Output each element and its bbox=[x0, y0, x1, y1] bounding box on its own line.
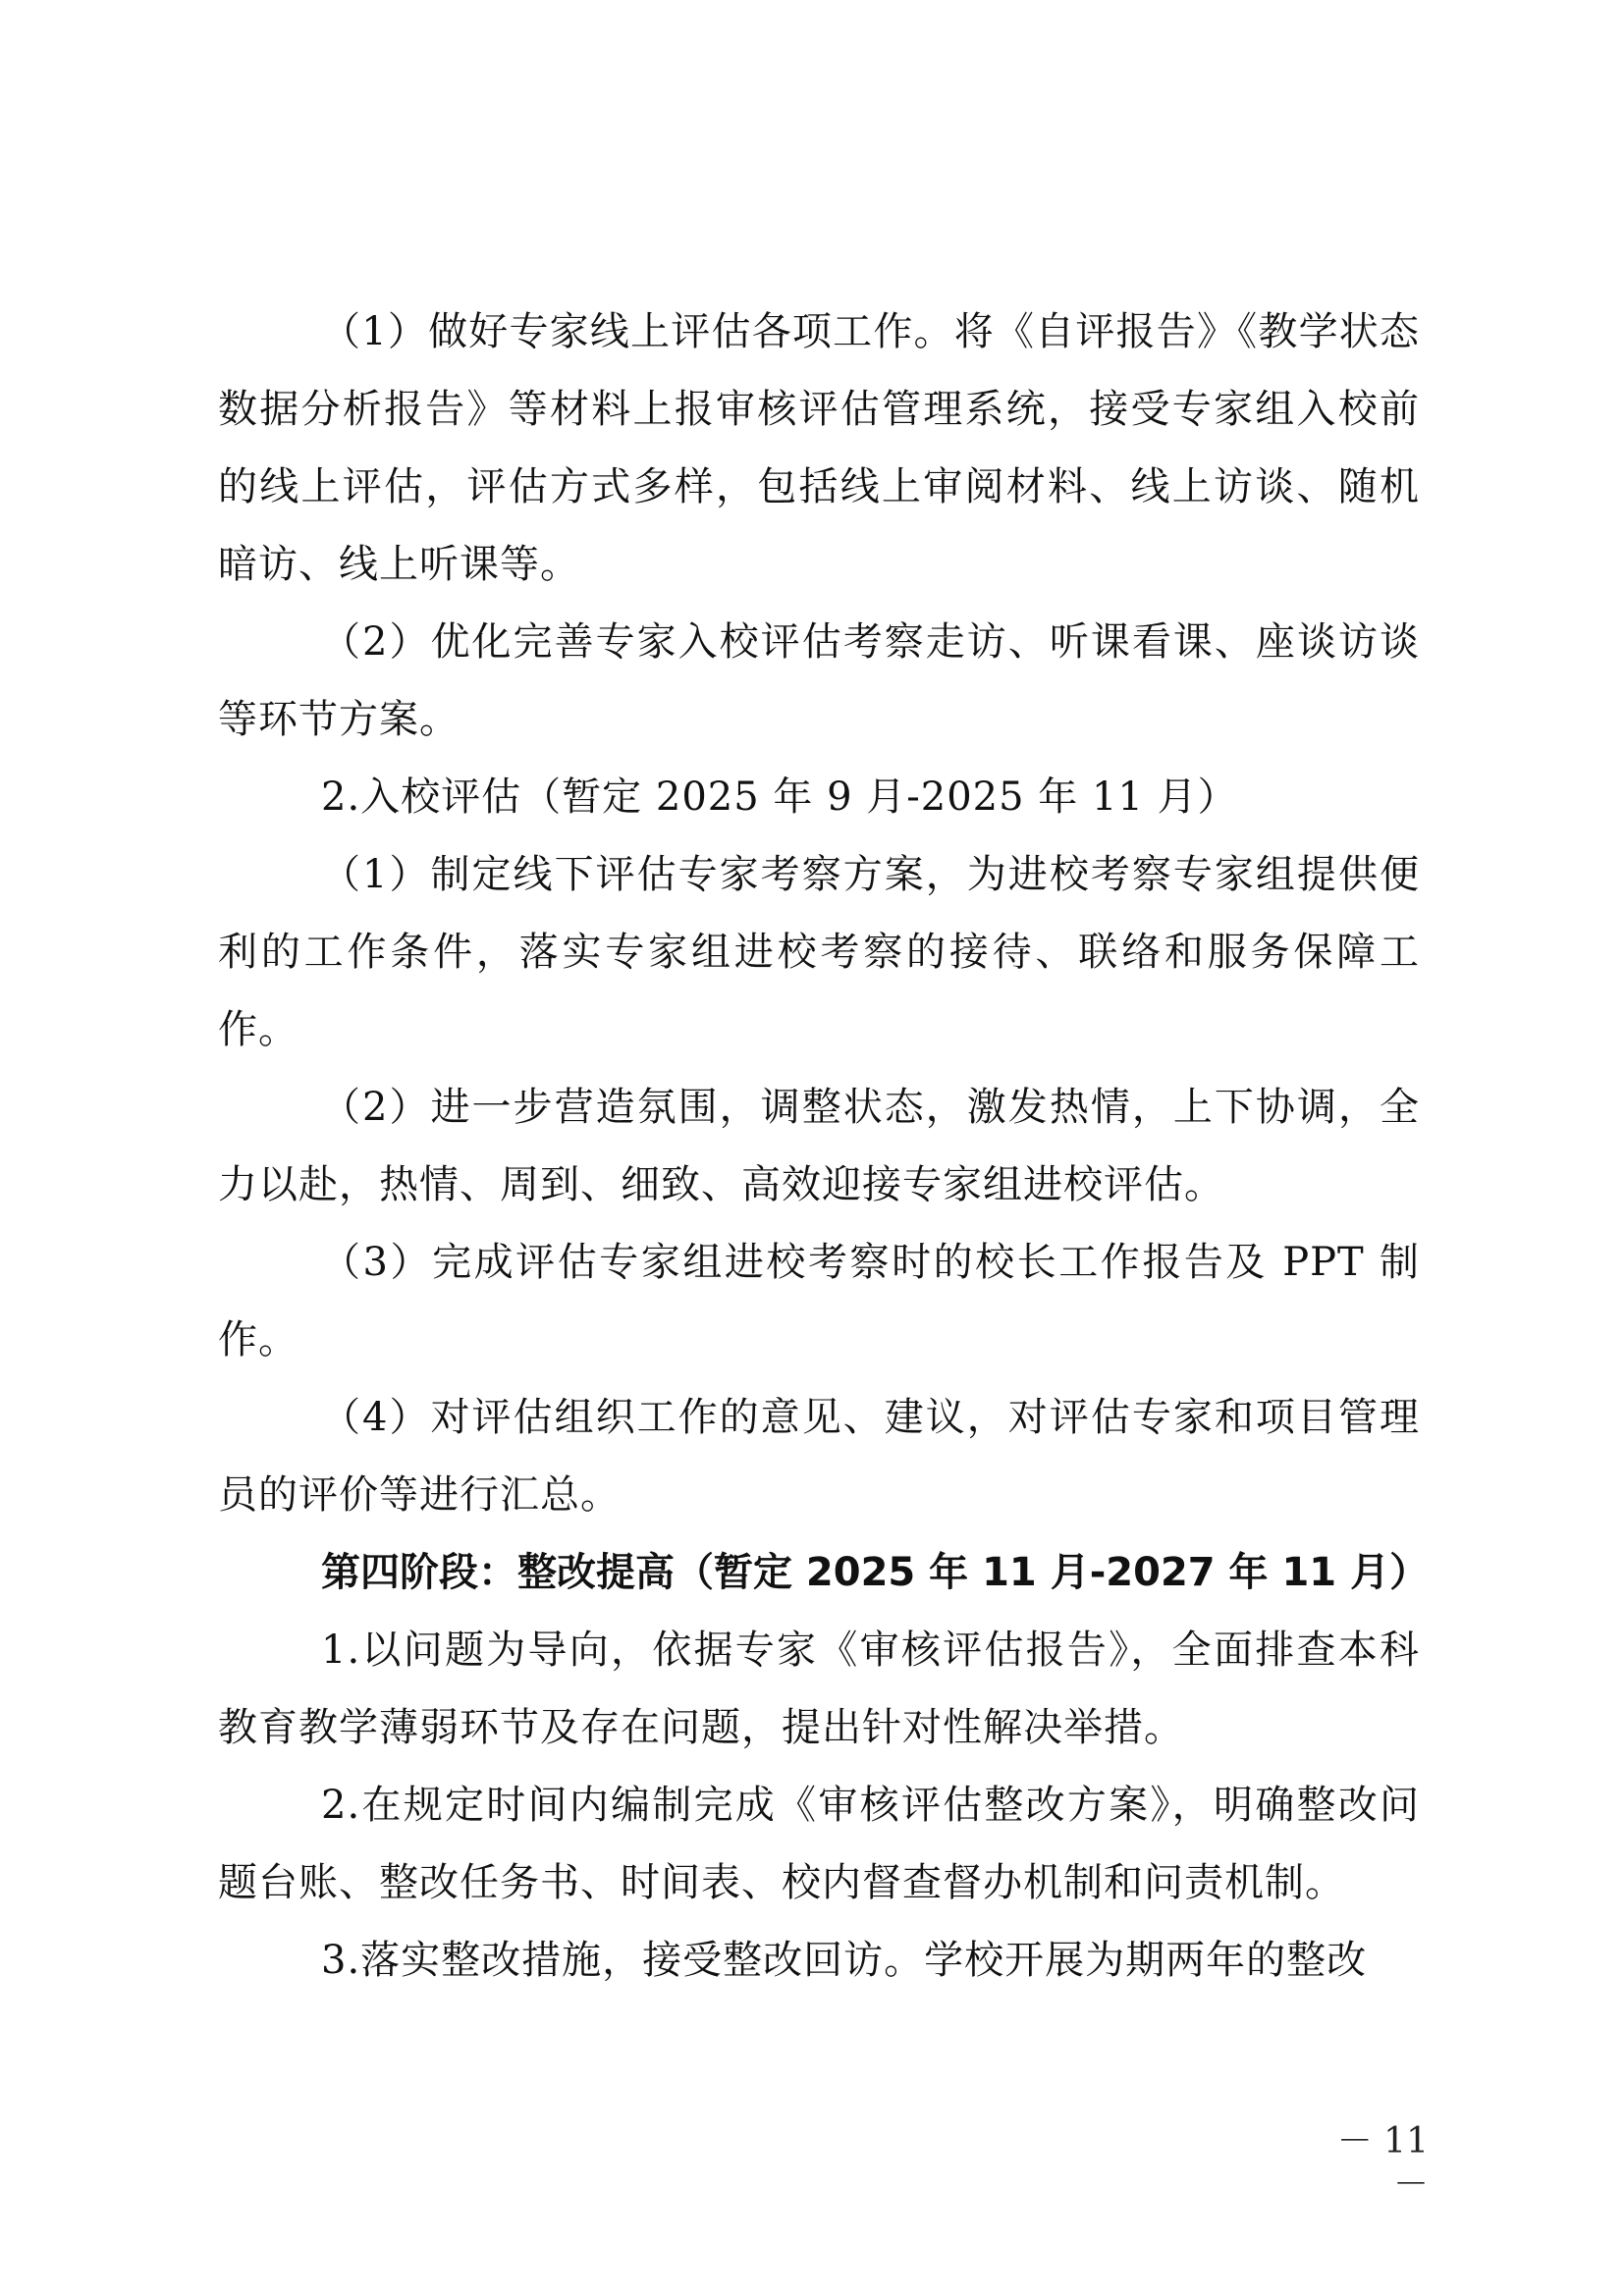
paragraph-implement-measures: 3.落实整改措施，接受整改回访。学校开展为期两年的整改 bbox=[321, 1938, 1368, 1983]
paragraph-optimize-plan: （2）优化完善专家入校评估考察走访、听课看课、座谈访谈等环节方案。 bbox=[218, 619, 1420, 742]
paragraph-online-evaluation: （1）做好专家线上评估各项工作。将《自评报告》《教学状态数据分析报告》等材料上报审核评估管理系统，接受专家组入校前的线上评估，评估方式多样，包括线上审阅材料、线上访谈、随机暗访、线上听课等。 bbox=[218, 309, 1420, 587]
page-number: － 11 － bbox=[1336, 2121, 1429, 2205]
paragraph-president-report: （3）完成评估专家组进校考察时的校长工作报告及 PPT 制作。 bbox=[218, 1240, 1420, 1362]
document-body bbox=[218, 294, 1430, 2000]
paragraph-atmosphere: （2）进一步营造氛围，调整状态，激发热情，上下协调，全力以赴，热情、周到、细致、高效迎接专家组进校评估。 bbox=[218, 1085, 1420, 1207]
paragraph-feedback-summary: （4）对评估组织工作的意见、建议，对评估专家和项目管理员的评价等进行汇总。 bbox=[218, 1395, 1420, 1518]
section-heading-stage-four: 第四阶段：整改提高（暂定 2025 年 11 月-2027 年 11 月） bbox=[321, 1550, 1430, 1595]
paragraph-problem-oriented: 1.以问题为导向，依据专家《审核评估报告》，全面排查本科教育教学薄弱环节及存在问题，提出针对性解决举措。 bbox=[218, 1628, 1420, 1750]
paragraph-offline-plan: （1）制定线下评估专家考察方案，为进校考察专家组提供便利的工作条件，落实专家组进校考察的接待、联络和服务保障工作。 bbox=[218, 852, 1420, 1052]
paragraph-rectification-plan: 2.在规定时间内编制完成《审核评估整改方案》，明确整改问题台账、整改任务书、时间表、校内督查督办机制和问责机制。 bbox=[218, 1783, 1420, 1905]
paragraph-onsite-evaluation-heading: 2.入校评估（暂定 2025 年 9 月-2025 年 11 月） bbox=[321, 774, 1238, 820]
